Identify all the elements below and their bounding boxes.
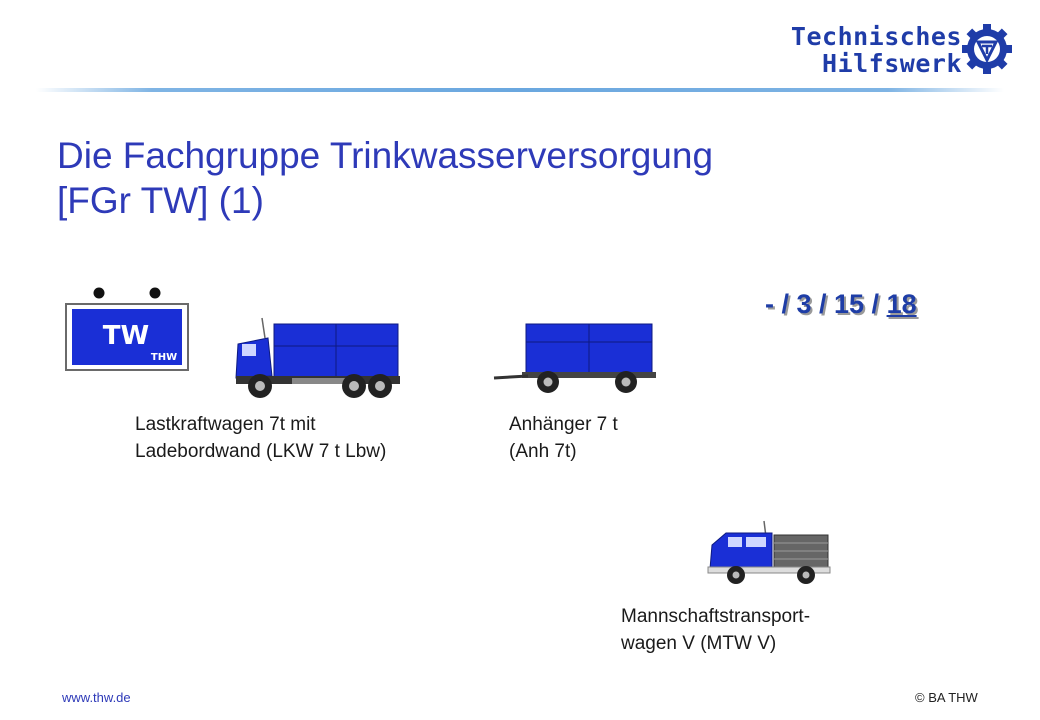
title-line-1: Die Fachgruppe Trinkwasserversorgung bbox=[57, 135, 714, 176]
logo-line-2: Hilfswerk bbox=[822, 49, 962, 78]
caption-lkw-line-1: Lastkraftwagen 7t mit bbox=[135, 414, 316, 435]
caption-mtw-line-1: Mannschaftstransport- bbox=[621, 606, 811, 627]
title-line-2: [FGr TW] (1) bbox=[57, 180, 264, 221]
logo-line-1: Technisches bbox=[790, 22, 962, 51]
sign-subtext: THW bbox=[150, 352, 178, 363]
footer-copyright: © BA THW bbox=[915, 690, 978, 705]
vehicle-caption-lkw bbox=[135, 411, 386, 465]
vehicle-caption-anh bbox=[509, 411, 618, 465]
strength-total: 18 bbox=[886, 289, 917, 319]
slide-title bbox=[57, 133, 713, 223]
caption-mtw-line-2: wagen V (MTW V) bbox=[621, 633, 777, 654]
vehicle-caption-mtw bbox=[621, 603, 810, 657]
thw-logo-text bbox=[791, 23, 962, 77]
footer-link[interactable]: www.thw.de bbox=[62, 690, 131, 705]
trailer-icon bbox=[492, 320, 658, 400]
sign-text: TW bbox=[102, 321, 150, 351]
caption-anh-line-2: (Anh 7t) bbox=[509, 441, 577, 462]
thw-cogwheel-icon bbox=[960, 22, 1014, 76]
header-divider bbox=[36, 88, 1004, 92]
caption-anh-line-1: Anhänger 7 t bbox=[509, 414, 618, 435]
strength-figures bbox=[765, 289, 917, 320]
tactical-sign-icon bbox=[64, 284, 192, 374]
van-mtw-icon bbox=[706, 519, 834, 591]
truck-lkw-icon bbox=[232, 316, 404, 402]
strength-prefix: - / 3 / 15 / bbox=[765, 289, 887, 319]
caption-lkw-line-2: Ladebordwand (LKW 7 t Lbw) bbox=[135, 441, 387, 462]
